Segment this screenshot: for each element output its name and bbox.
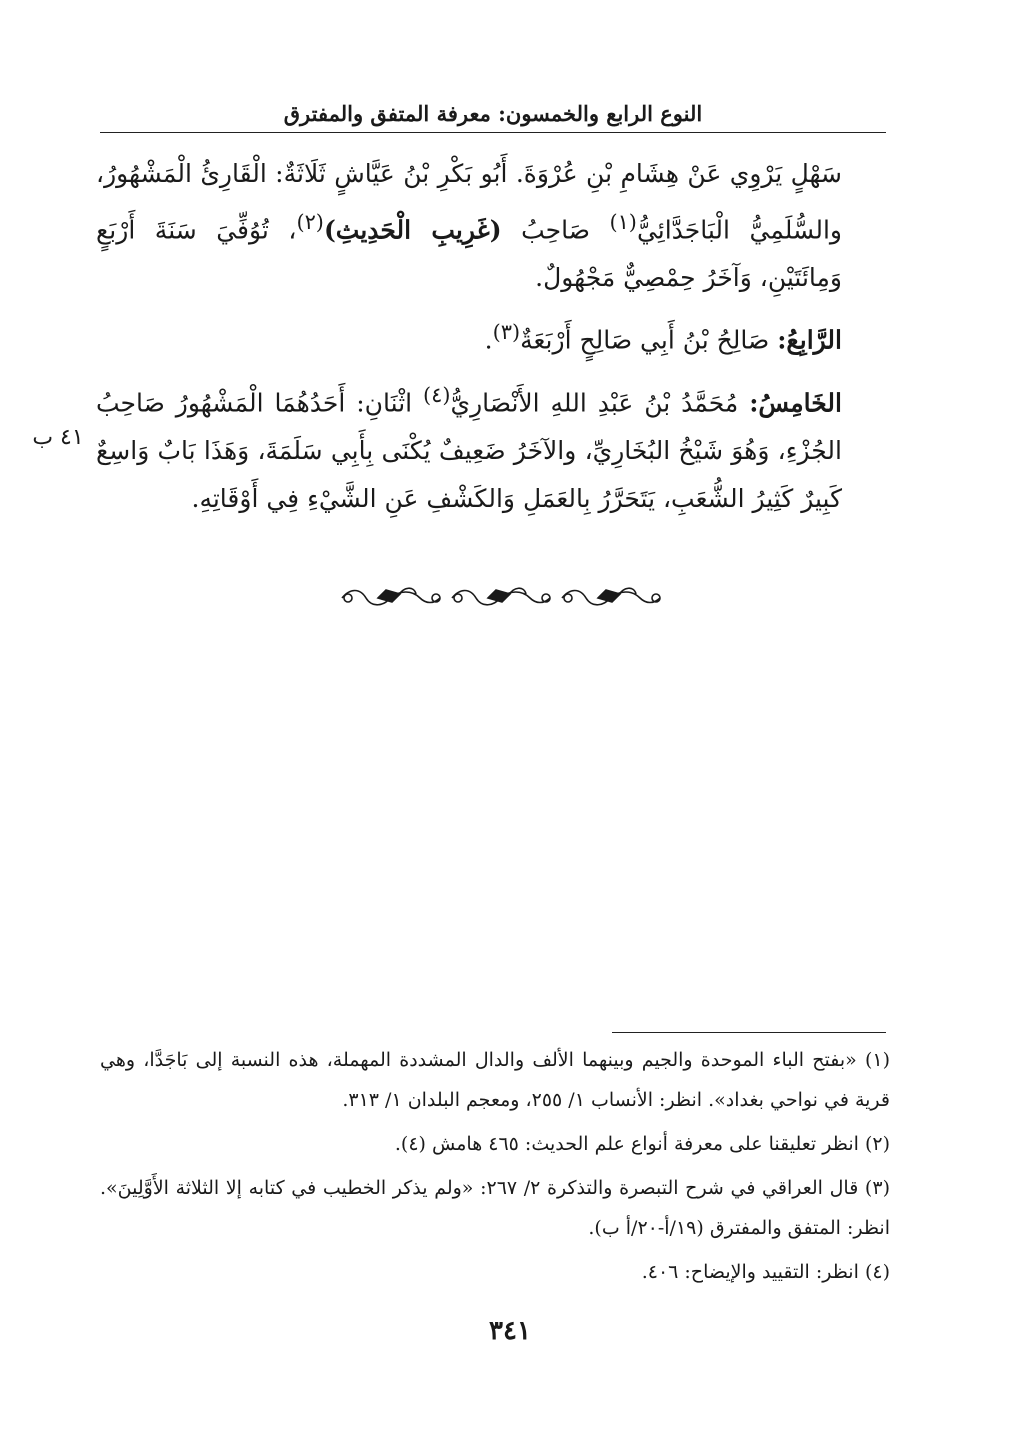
footnote-4: [100, 1252, 890, 1292]
footnotes: [100, 1040, 890, 1296]
manuscript-folio-note: ٤١ ب: [32, 425, 84, 450]
running-title: النوع الرابع والخمسون: معرفة المتفق والمفترق: [283, 101, 703, 126]
floral-divider-icon: [330, 580, 670, 616]
book-title: (غَرِيبِ الْحَدِيثِ): [323, 215, 502, 245]
line-text: الْمَشْهُورُ، والسُّلَمِيُّ الْبَاجَدَّائِيُّ: [96, 159, 842, 245]
line-text: سَهْلٍ يَرْوِي عَنْ هِشَامِ بْنِ عُرْوَةَ. أَبُو بَكْرِ بْنُ عَيَّاشٍ ثَلَاثَةٌ: الْقَارِئُ: [200, 159, 842, 188]
footnote-divider: [612, 1032, 886, 1033]
line-text: صَاحِبُ: [501, 215, 610, 245]
footnote-ref[interactable]: (٤): [423, 382, 451, 407]
paragraph-text: اثْنَانِ: أَحَدُهُمَا الْمَشْهُورُ صَاحِبُ الجُزْءِ، وَهُوَ شَيْخُ البُخَارِيِّ، والآخَرُ ضَعِيفٌ يُكْنَى بِأَبِي سَلَمَةَ، وَهَذَا بَابٌ وَاسِعٌ كَبِيرٌ كَثِيرُ الشُّعَبِ، يَتَحَرَّرُ بِالعَمَلِ وَالكَشْفِ عَنِ الشَّيْءِ فِي أَوْقَاتِهِ.: [96, 387, 842, 513]
ornament-svg: [330, 580, 670, 616]
footnote-text: انظر تعليقنا على معرفة أنواع علم الحديث: ٤٦٥ هامش (٤).: [394, 1133, 859, 1155]
footnote-ref[interactable]: (١): [609, 210, 637, 234]
paragraph-text: صَالِحُ بْنُ أَبِي صَالِحٍ أَرْبَعَةٌ: [520, 325, 778, 355]
section-label: الخَامِسُ:: [749, 387, 842, 417]
main-text: [96, 150, 842, 523]
line-text: ،: [288, 215, 297, 245]
footnote-1: [100, 1040, 890, 1120]
footnote-number: (٤): [864, 1261, 890, 1283]
section-label: الرَّابِعُ:: [777, 325, 842, 355]
paragraph-fourth: [96, 308, 842, 364]
footnote-text: «بفتح الباء الموحدة والجيم وبينهما الألف والدال المشددة المهملة، هذه النسبة إلى بَاجَدَّا، وهي قرية في نواحي بغداد». انظر: الأنساب ١/ ٢٥٥، ومعجم البلدان ١/ ٣١٣.: [100, 1049, 890, 1111]
footnote-2: [100, 1124, 890, 1164]
paragraph-abu-bakr: [96, 150, 842, 302]
page-number: ٣٤١: [489, 1316, 531, 1346]
line-text: تُوُفِّيَ سَنَةَ أَرْبَعٍ وَمِائَتَيْنِ، وَآخَرُ حِمْصِيٌّ مَجْهُولٌ.: [96, 215, 842, 293]
footnote-text: قال العراقي في شرح التبصرة والتذكرة ٢/ ٢٦٧: «ولم يذكر الخطيب في كتابه إلا الثلاثة الأَوَّلِينَ». انظر: المتفق والمفترق (١٩/أ-٢٠/أ ب).: [100, 1177, 890, 1239]
paragraph-text: مُحَمَّدُ بْنُ عَبْدِ اللهِ الأَنْصَارِيُّ: [450, 387, 750, 417]
footnote-ref[interactable]: (٣): [492, 320, 521, 345]
paragraph-text: .: [484, 325, 493, 355]
footnote-3: [100, 1168, 890, 1248]
footnote-number: (٢): [864, 1133, 890, 1155]
footnote-text: انظر: التقييد والإيضاح: ٤٠٦.: [641, 1261, 859, 1283]
footnote-number: (١): [864, 1049, 890, 1071]
footnote-ref[interactable]: (٢): [296, 210, 324, 234]
running-header: [100, 96, 886, 133]
paragraph-fifth: [96, 371, 842, 523]
footnote-number: (٣): [864, 1177, 890, 1199]
